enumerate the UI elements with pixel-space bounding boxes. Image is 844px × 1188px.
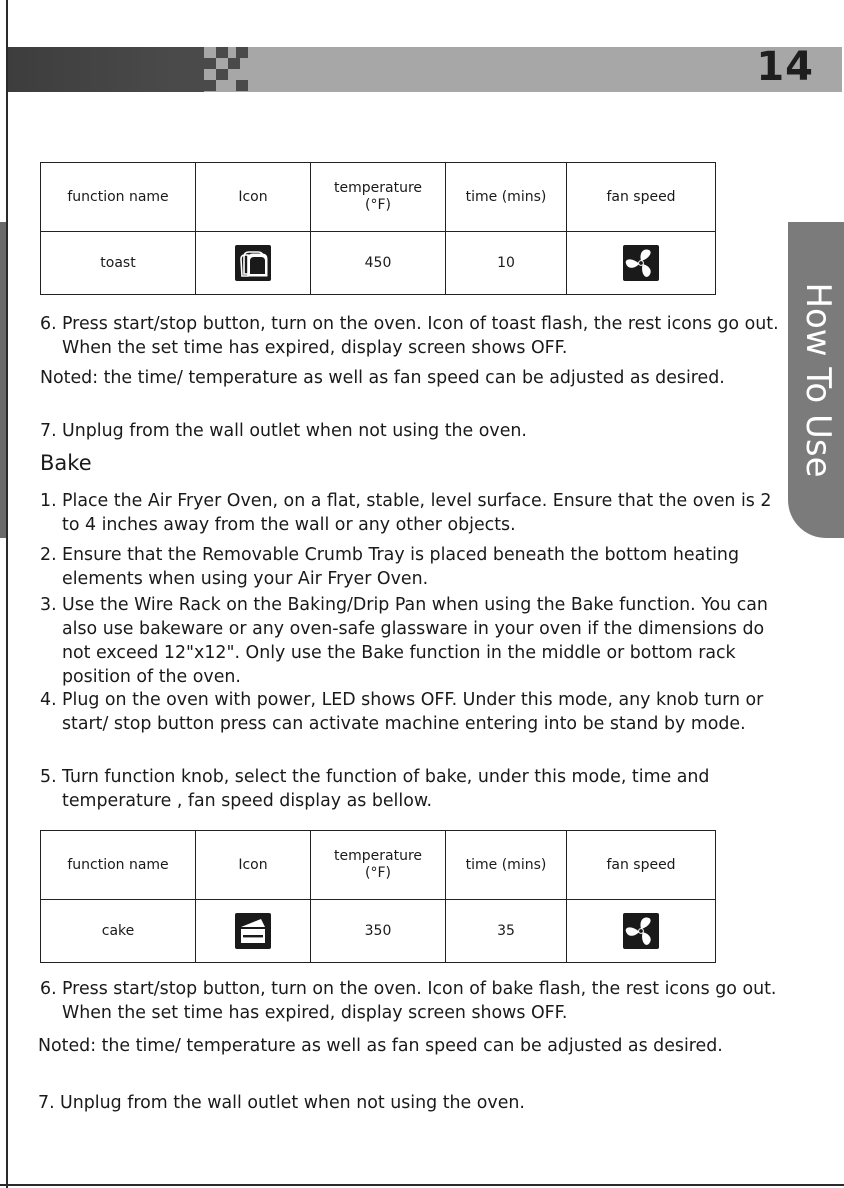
bake-step-5	[40, 765, 792, 813]
bake-step-1	[40, 489, 792, 537]
header-temperature-line1: temperature	[334, 180, 422, 196]
table-header-row	[41, 831, 716, 900]
cell-icon	[196, 232, 311, 295]
bake-note: Noted: the time/ temperature as well as fan speed can be adjusted as desired.	[38, 1036, 723, 1056]
cell-icon	[196, 900, 311, 963]
table-row	[41, 232, 716, 295]
header-temperature	[311, 831, 446, 900]
step-text: Unplug from the wall outlet when not using the oven.	[60, 1093, 525, 1113]
header-temperature	[311, 163, 446, 232]
header-function-name: function name	[41, 163, 196, 232]
cell-temperature: 350	[311, 900, 446, 963]
step-number: 2.	[40, 545, 57, 565]
cell-function-name: toast	[41, 232, 196, 295]
bake-spec-table	[40, 830, 716, 963]
table-row	[41, 900, 716, 963]
left-edge-tab	[0, 222, 6, 538]
step-text: Press start/stop button, turn on the oven. Icon of toast flash, the rest icons go out. When the set time has expired, display screen shows OFF.	[62, 314, 779, 358]
cell-time: 10	[446, 232, 567, 295]
toast-step-6	[40, 312, 792, 360]
step-text: Turn function knob, select the function of bake, under this mode, time and temperature , fan speed display as bellow.	[62, 767, 710, 811]
step-number: 4.	[40, 690, 57, 710]
header-dark-segment	[8, 47, 204, 92]
header-fan-speed: fan speed	[567, 163, 716, 232]
toast-step-7	[40, 419, 792, 443]
fan-icon	[623, 913, 659, 949]
header-temperature-unit: (°F)	[365, 197, 391, 213]
header-time: time (mins)	[446, 831, 567, 900]
header-fan-speed: fan speed	[567, 831, 716, 900]
cell-temperature: 450	[311, 232, 446, 295]
step-text: Ensure that the Removable Crumb Tray is placed beneath the bottom heating elements when using your Air Fryer Oven.	[62, 545, 739, 589]
toast-note: Noted: the time/ temperature as well as fan speed can be adjusted as desired.	[40, 368, 725, 388]
step-text: Use the Wire Rack on the Baking/Drip Pan when using the Bake function. You can also use bakeware or any oven-safe glassware in your oven if the dimensions do not exceed 12"x12". Only use the Bake function in the middle or bottom rack position of the oven.	[62, 595, 768, 687]
cell-function-name: cake	[41, 900, 196, 963]
header-icon: Icon	[196, 831, 311, 900]
bake-step-4	[40, 688, 792, 736]
bake-step-3	[40, 593, 792, 689]
table-header-row	[41, 163, 716, 232]
side-tab-label: How To Use	[798, 282, 838, 478]
header-function-name: function name	[41, 831, 196, 900]
section-side-tab	[788, 222, 844, 538]
header-time: time (mins)	[446, 163, 567, 232]
step-text: Plug on the oven with power, LED shows OFF. Under this mode, any knob turn or start/ stop button press can activate machine entering into be stand by mode.	[62, 690, 764, 734]
header-temperature-line1: temperature	[334, 848, 422, 864]
toast-icon	[235, 245, 271, 281]
step-text: Press start/stop button, turn on the oven. Icon of bake flash, the rest icons go out. When the set time has expired, display screen shows OFF.	[62, 979, 777, 1023]
step-number: 5.	[40, 767, 57, 787]
bottom-rule	[0, 1184, 844, 1186]
toast-spec-table	[40, 162, 716, 295]
section-heading-bake: Bake	[40, 451, 92, 475]
cell-fan-speed	[567, 900, 716, 963]
bake-step-2	[40, 543, 792, 591]
page-number: 14	[756, 44, 814, 90]
header-icon: Icon	[196, 163, 311, 232]
step-number: 6.	[40, 979, 57, 999]
step-number: 7.	[38, 1093, 55, 1113]
step-number: 1.	[40, 491, 57, 511]
step-text: Place the Air Fryer Oven, on a flat, stable, level surface. Ensure that the oven is 2 to 4 inches away from the wall or any other objects.	[62, 491, 772, 535]
left-margin-rule	[6, 0, 8, 1188]
header-temperature-unit: (°F)	[365, 865, 391, 881]
cell-fan-speed	[567, 232, 716, 295]
cake-icon	[235, 913, 271, 949]
step-number: 7.	[40, 421, 57, 441]
step-text: Unplug from the wall outlet when not using the oven.	[62, 421, 527, 441]
step-number: 6.	[40, 314, 57, 334]
step-number: 3.	[40, 595, 57, 615]
bake-step-6	[40, 977, 792, 1025]
bake-step-7	[38, 1091, 790, 1115]
cell-time: 35	[446, 900, 567, 963]
fan-icon	[623, 245, 659, 281]
